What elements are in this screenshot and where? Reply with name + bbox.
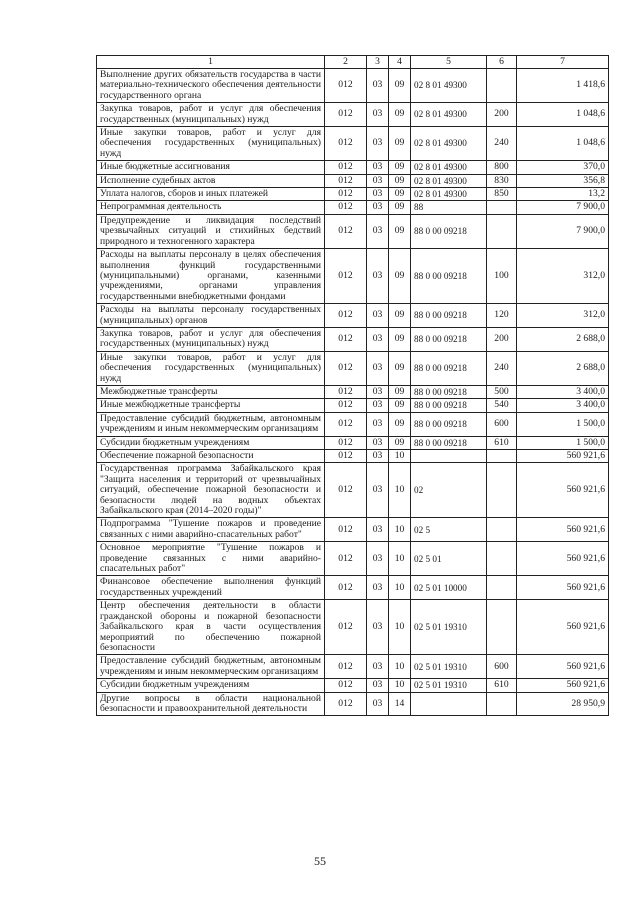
table-row: [97, 412, 609, 436]
ministry-code-cell: 012: [325, 188, 367, 201]
row-name-cell: Основное мероприятие "Тушение пожаров и проведение связанных с ними аварийно-спасательных работ": [97, 542, 325, 576]
table-row: [97, 127, 609, 161]
amount-cell: 560 921,6: [517, 600, 609, 655]
ministry-code-cell: 012: [325, 655, 367, 679]
section-code-cell: 03: [367, 327, 389, 351]
amount-cell: 1 048,6: [517, 127, 609, 161]
ministry-code-cell: 012: [325, 69, 367, 103]
section-code-cell: 03: [367, 399, 389, 412]
target-article-cell: 02 8 01 49300: [411, 69, 487, 103]
table-row: [97, 463, 609, 518]
section-code-cell: 03: [367, 103, 389, 127]
section-code-cell: 03: [367, 351, 389, 385]
section-code-cell: 03: [367, 127, 389, 161]
amount-cell: 370,0: [517, 161, 609, 174]
subsection-code-cell: 10: [389, 518, 411, 542]
target-article-cell: 02 5: [411, 518, 487, 542]
section-code-cell: 03: [367, 600, 389, 655]
row-name-cell: Обеспечение пожарной безопасности: [97, 450, 325, 463]
expense-type-cell: 610: [487, 436, 517, 449]
expense-type-cell: 600: [487, 655, 517, 679]
ministry-code-cell: 012: [325, 127, 367, 161]
table-row: [97, 161, 609, 174]
amount-cell: 28 950,9: [517, 692, 609, 716]
table-row: [97, 103, 609, 127]
ministry-code-cell: 012: [325, 351, 367, 385]
header-row: [97, 56, 609, 69]
ministry-code-cell: 012: [325, 214, 367, 248]
subsection-code-cell: 10: [389, 576, 411, 600]
row-name-cell: Исполнение судебных актов: [97, 174, 325, 187]
subsection-code-cell: 09: [389, 201, 411, 214]
row-name-cell: Другие вопросы в области национальной безопасности и правоохранительной деятельности: [97, 692, 325, 716]
amount-cell: 560 921,6: [517, 679, 609, 692]
expense-type-cell: 830: [487, 174, 517, 187]
target-article-cell: 88 0 00 09218: [411, 436, 487, 449]
table-row: [97, 174, 609, 187]
amount-cell: 560 921,6: [517, 518, 609, 542]
subsection-code-cell: 09: [389, 399, 411, 412]
target-article-cell: 02 8 01 49300: [411, 103, 487, 127]
section-code-cell: 03: [367, 214, 389, 248]
expense-type-cell: [487, 692, 517, 716]
amount-cell: 2 688,0: [517, 351, 609, 385]
row-name-cell: Предупреждение и ликвидация последствий чрезвычайных ситуаций и стихийных бедствий природного и техногенного характера: [97, 214, 325, 248]
column-header: 3: [367, 56, 389, 69]
target-article-cell: [411, 450, 487, 463]
table-row: [97, 327, 609, 351]
target-article-cell: 02 8 01 49300: [411, 127, 487, 161]
amount-cell: 3 400,0: [517, 399, 609, 412]
amount-cell: 560 921,6: [517, 655, 609, 679]
table-row: [97, 679, 609, 692]
expense-type-cell: [487, 69, 517, 103]
amount-cell: 1 500,0: [517, 436, 609, 449]
subsection-code-cell: 10: [389, 542, 411, 576]
amount-cell: 1 418,6: [517, 69, 609, 103]
subsection-code-cell: 09: [389, 214, 411, 248]
column-header: 5: [411, 56, 487, 69]
section-code-cell: 03: [367, 692, 389, 716]
row-name-cell: Государственная программа Забайкальского края "Защита населения и территорий от чрезвычайных ситуаций, обеспечение пожарной безопасности и безопасности людей на водных объектах Забайкальского края (2014–2020 годы)": [97, 463, 325, 518]
subsection-code-cell: 10: [389, 463, 411, 518]
amount-cell: 13,2: [517, 188, 609, 201]
subsection-code-cell: 09: [389, 174, 411, 187]
column-header: 7: [517, 56, 609, 69]
subsection-code-cell: 10: [389, 600, 411, 655]
column-header: 4: [389, 56, 411, 69]
target-article-cell: 02 5 01 10000: [411, 576, 487, 600]
target-article-cell: 02 8 01 49300: [411, 188, 487, 201]
table-row: [97, 436, 609, 449]
table-row: [97, 385, 609, 398]
ministry-code-cell: 012: [325, 174, 367, 187]
row-name-cell: Уплата налогов, сборов и иных платежей: [97, 188, 325, 201]
section-code-cell: 03: [367, 518, 389, 542]
expense-type-cell: 240: [487, 127, 517, 161]
amount-cell: 560 921,6: [517, 450, 609, 463]
row-name-cell: Центр обеспечения деятельности в области гражданской обороны и пожарной безопасности Забайкальского края в части осуществления мероприятий по обеспечению пожарной безопасности: [97, 600, 325, 655]
ministry-code-cell: 012: [325, 463, 367, 518]
section-code-cell: 03: [367, 174, 389, 187]
table-row: [97, 692, 609, 716]
subsection-code-cell: 14: [389, 692, 411, 716]
row-name-cell: Выполнение других обязательств государства в части материально-технического обеспечения деятельности государственного органа: [97, 69, 325, 103]
table-row: [97, 69, 609, 103]
row-name-cell: Непрограммная деятельность: [97, 201, 325, 214]
subsection-code-cell: 09: [389, 103, 411, 127]
amount-cell: 2 688,0: [517, 327, 609, 351]
expense-type-cell: 850: [487, 188, 517, 201]
expense-type-cell: [487, 463, 517, 518]
column-header: 1: [97, 56, 325, 69]
amount-cell: 7 900,0: [517, 201, 609, 214]
target-article-cell: 02 8 01 49300: [411, 174, 487, 187]
subsection-code-cell: 09: [389, 127, 411, 161]
row-name-cell: Финансовое обеспечение выполнения функций государственных учреждений: [97, 576, 325, 600]
section-code-cell: 03: [367, 463, 389, 518]
target-article-cell: 88 0 00 09218: [411, 385, 487, 398]
subsection-code-cell: 10: [389, 450, 411, 463]
subsection-code-cell: 10: [389, 679, 411, 692]
table-row: [97, 188, 609, 201]
row-name-cell: Иные бюджетные ассигнования: [97, 161, 325, 174]
target-article-cell: 88 0 00 09218: [411, 249, 487, 304]
ministry-code-cell: 012: [325, 201, 367, 214]
target-article-cell: 88 0 00 09218: [411, 351, 487, 385]
amount-cell: 312,0: [517, 304, 609, 328]
table-row: [97, 655, 609, 679]
expense-type-cell: 200: [487, 327, 517, 351]
section-code-cell: 03: [367, 161, 389, 174]
section-code-cell: 03: [367, 576, 389, 600]
target-article-cell: 88 0 00 09218: [411, 399, 487, 412]
expense-type-cell: [487, 450, 517, 463]
table-row: [97, 351, 609, 385]
target-article-cell: 02 5 01: [411, 542, 487, 576]
ministry-code-cell: 012: [325, 103, 367, 127]
expense-type-cell: 800: [487, 161, 517, 174]
target-article-cell: 02 5 01 19310: [411, 655, 487, 679]
target-article-cell: 02 8 01 49300: [411, 161, 487, 174]
row-name-cell: Расходы на выплаты персоналу в целях обеспечения выполнения функций государственными (муниципальными) органами, казенными учреждениями, органами управления государственными внебюджетными фондами: [97, 249, 325, 304]
target-article-cell: 88 0 00 09218: [411, 214, 487, 248]
target-article-cell: 02: [411, 463, 487, 518]
expense-type-cell: 540: [487, 399, 517, 412]
ministry-code-cell: 012: [325, 327, 367, 351]
subsection-code-cell: 09: [389, 304, 411, 328]
ministry-code-cell: 012: [325, 412, 367, 436]
ministry-code-cell: 012: [325, 249, 367, 304]
target-article-cell: 88 0 00 09218: [411, 327, 487, 351]
amount-cell: 356,8: [517, 174, 609, 187]
row-name-cell: Иные закупки товаров, работ и услуг для обеспечения государственных (муниципальных) нужд: [97, 351, 325, 385]
row-name-cell: Предоставление субсидий бюджетным, автономным учреждениям и иным некоммерческим организациям: [97, 412, 325, 436]
subsection-code-cell: 10: [389, 655, 411, 679]
expense-type-cell: [487, 201, 517, 214]
table-row: [97, 542, 609, 576]
expense-type-cell: 600: [487, 412, 517, 436]
table-row: [97, 201, 609, 214]
ministry-code-cell: 012: [325, 600, 367, 655]
section-code-cell: 03: [367, 249, 389, 304]
subsection-code-cell: 09: [389, 69, 411, 103]
target-article-cell: 88: [411, 201, 487, 214]
table-row: [97, 399, 609, 412]
subsection-code-cell: 09: [389, 161, 411, 174]
row-name-cell: Закупка товаров, работ и услуг для обеспечения государственных (муниципальных) нужд: [97, 103, 325, 127]
expense-type-cell: [487, 214, 517, 248]
expense-type-cell: 100: [487, 249, 517, 304]
target-article-cell: 88 0 00 09218: [411, 412, 487, 436]
expense-type-cell: 500: [487, 385, 517, 398]
amount-cell: 1 500,0: [517, 412, 609, 436]
target-article-cell: 02 5 01 19310: [411, 679, 487, 692]
row-name-cell: Расходы на выплаты персоналу государственных (муниципальных) органов: [97, 304, 325, 328]
subsection-code-cell: 09: [389, 385, 411, 398]
ministry-code-cell: 012: [325, 692, 367, 716]
expense-type-cell: 200: [487, 103, 517, 127]
row-name-cell: Межбюджетные трансферты: [97, 385, 325, 398]
ministry-code-cell: 012: [325, 450, 367, 463]
expense-type-cell: [487, 542, 517, 576]
ministry-code-cell: 012: [325, 542, 367, 576]
expense-type-cell: [487, 576, 517, 600]
amount-cell: 560 921,6: [517, 542, 609, 576]
ministry-code-cell: 012: [325, 436, 367, 449]
amount-cell: 560 921,6: [517, 463, 609, 518]
ministry-code-cell: 012: [325, 399, 367, 412]
amount-cell: 560 921,6: [517, 576, 609, 600]
subsection-code-cell: 09: [389, 436, 411, 449]
column-header: 2: [325, 56, 367, 69]
ministry-code-cell: 012: [325, 385, 367, 398]
expense-type-cell: [487, 518, 517, 542]
section-code-cell: 03: [367, 655, 389, 679]
section-code-cell: 03: [367, 412, 389, 436]
row-name-cell: Субсидии бюджетным учреждениям: [97, 436, 325, 449]
section-code-cell: 03: [367, 450, 389, 463]
expense-type-cell: 240: [487, 351, 517, 385]
ministry-code-cell: 012: [325, 679, 367, 692]
row-name-cell: Подпрограмма "Тушение пожаров и проведение связанных с ними аварийно-спасательных работ": [97, 518, 325, 542]
table-row: [97, 214, 609, 248]
amount-cell: 7 900,0: [517, 214, 609, 248]
section-code-cell: 03: [367, 304, 389, 328]
section-code-cell: 03: [367, 385, 389, 398]
section-code-cell: 03: [367, 542, 389, 576]
expense-type-cell: 120: [487, 304, 517, 328]
target-article-cell: 02 5 01 19310: [411, 600, 487, 655]
subsection-code-cell: 09: [389, 351, 411, 385]
row-name-cell: Субсидии бюджетным учреждениям: [97, 679, 325, 692]
table-row: [97, 518, 609, 542]
row-name-cell: Закупка товаров, работ и услуг для обеспечения государственных (муниципальных) нужд: [97, 327, 325, 351]
ministry-code-cell: 012: [325, 304, 367, 328]
page-number: 55: [314, 854, 326, 868]
amount-cell: 3 400,0: [517, 385, 609, 398]
ministry-code-cell: 012: [325, 576, 367, 600]
row-name-cell: Иные межбюджетные трансферты: [97, 399, 325, 412]
row-name-cell: Иные закупки товаров, работ и услуг для обеспечения государственных (муниципальных) нужд: [97, 127, 325, 161]
section-code-cell: 03: [367, 188, 389, 201]
target-article-cell: [411, 692, 487, 716]
table-row: [97, 249, 609, 304]
subsection-code-cell: 09: [389, 412, 411, 436]
ministry-code-cell: 012: [325, 518, 367, 542]
row-name-cell: Предоставление субсидий бюджетным, автономным учреждениям и иным некоммерческим организациям: [97, 655, 325, 679]
table-body: [97, 69, 609, 716]
budget-table: [96, 55, 609, 716]
expense-type-cell: [487, 600, 517, 655]
subsection-code-cell: 09: [389, 327, 411, 351]
table-row: [97, 576, 609, 600]
table-row: [97, 600, 609, 655]
target-article-cell: 88 0 00 09218: [411, 304, 487, 328]
ministry-code-cell: 012: [325, 161, 367, 174]
amount-cell: 1 048,6: [517, 103, 609, 127]
expense-type-cell: 610: [487, 679, 517, 692]
table-row: [97, 450, 609, 463]
column-header: 6: [487, 56, 517, 69]
section-code-cell: 03: [367, 436, 389, 449]
section-code-cell: 03: [367, 679, 389, 692]
subsection-code-cell: 09: [389, 188, 411, 201]
table-row: [97, 304, 609, 328]
amount-cell: 312,0: [517, 249, 609, 304]
subsection-code-cell: 09: [389, 249, 411, 304]
section-code-cell: 03: [367, 69, 389, 103]
section-code-cell: 03: [367, 201, 389, 214]
